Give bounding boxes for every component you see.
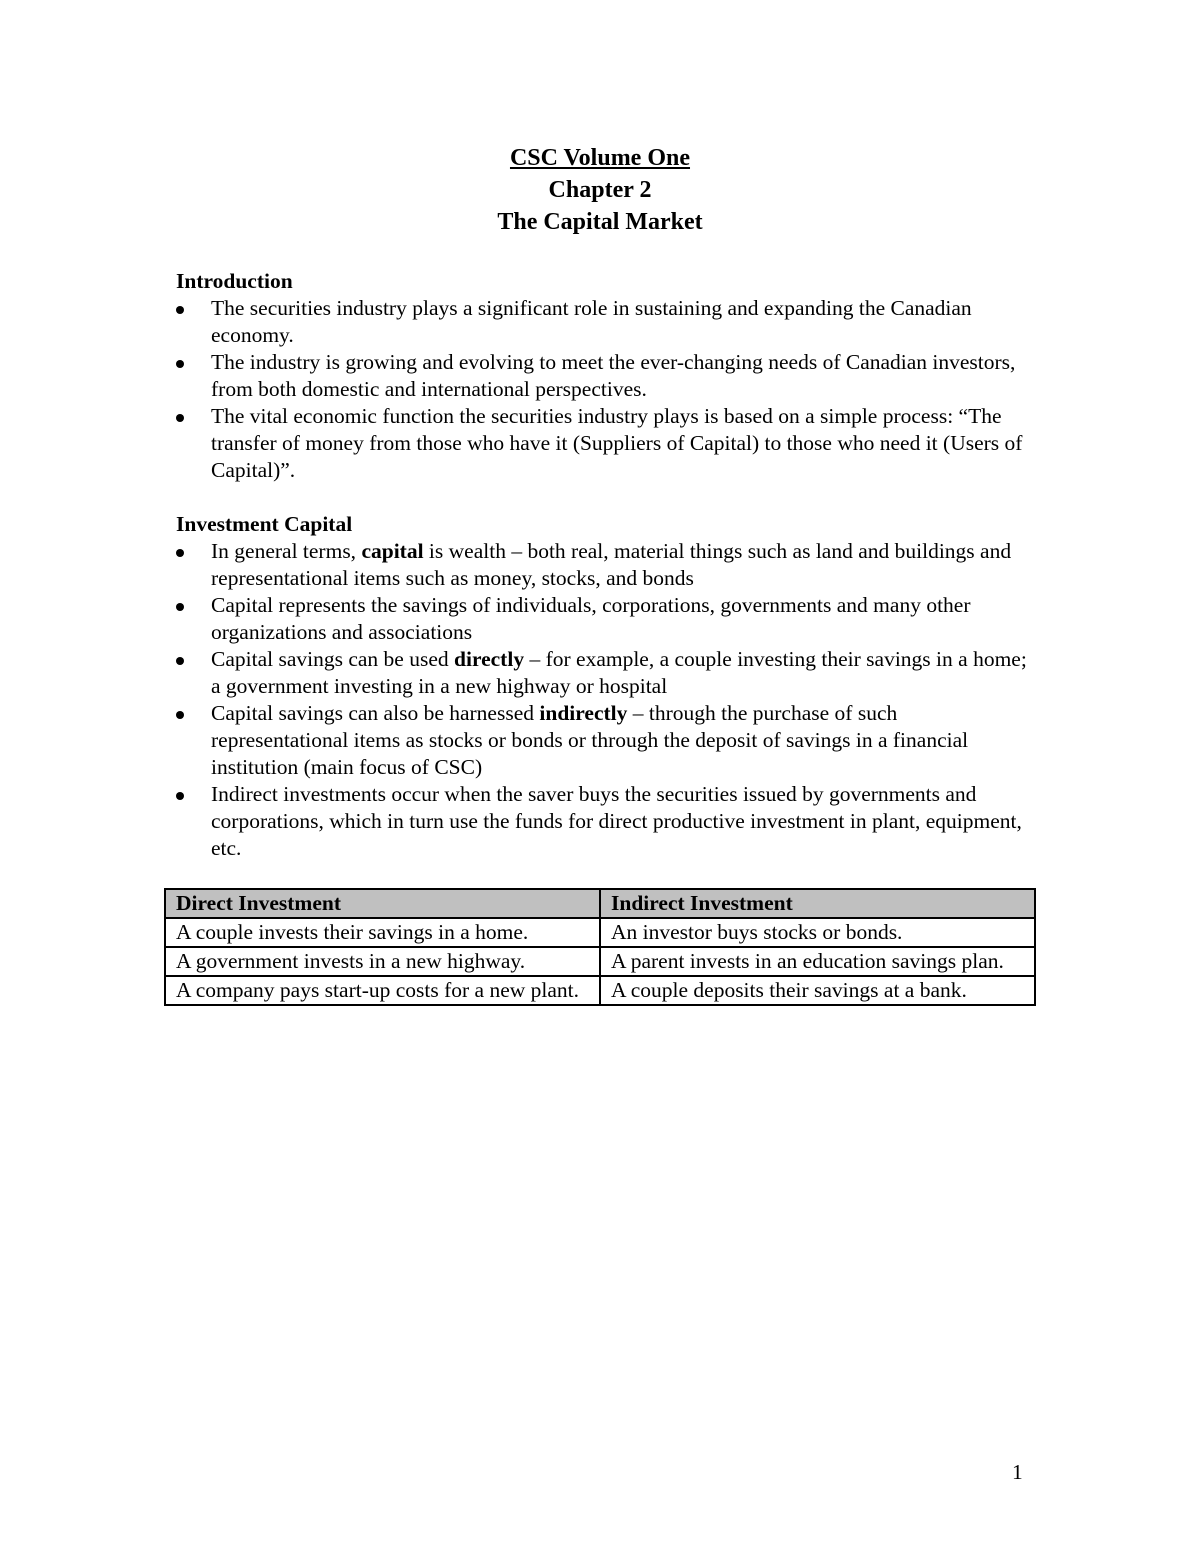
list-item-text (211, 782, 1022, 860)
spacer (176, 862, 1036, 888)
bullet-icon (176, 306, 184, 314)
list-item (176, 646, 1036, 700)
text-segment: – for example, a couple investing their savings in a home; a government investing in a new highway or hospital (211, 647, 1027, 698)
document-title: CSC Volume One (509, 145, 691, 171)
list-item (176, 781, 1036, 862)
table-row (165, 947, 1035, 976)
bold-term: capital (361, 539, 424, 563)
section-heading-investment-capital: Investment Capital (176, 512, 353, 536)
bold-term: directly (454, 647, 525, 671)
column-header-direct: Direct Investment (165, 889, 600, 918)
table-cell: A parent invests in an education savings plan. (600, 947, 1035, 976)
list-item-text: The industry is growing and evolving to meet the ever-changing needs of Canadian investors, from both domestic and international perspectives. (211, 350, 1016, 401)
list-item-text (211, 701, 968, 779)
investment-comparison-table (164, 888, 1036, 1006)
bullet-icon (176, 549, 184, 557)
list-item-text: The vital economic function the securities industry plays is based on a simple process: “The transfer of money from those who have it (Suppliers of Capital) to those who need it (Users of Capital)”. (211, 404, 1023, 482)
list-item (176, 538, 1036, 592)
table-row (165, 918, 1035, 947)
text-segment: Capital represents the savings of individuals, corporations, governments and many other organizations and associations (211, 593, 971, 644)
list-item (176, 295, 1036, 349)
bullet-icon (176, 360, 184, 368)
list-item-text (211, 647, 1027, 698)
table-cell: An investor buys stocks or bonds. (600, 918, 1035, 947)
list-item (176, 403, 1036, 484)
text-segment: – through the purchase of such representational items as stocks or bonds or through the deposit of savings in a financial institution (main focus of CSC) (211, 701, 969, 779)
document-title-block (0, 142, 1200, 238)
list-item-text (211, 593, 971, 644)
page-number: 1 (1012, 1460, 1023, 1484)
bullet-icon (176, 711, 184, 719)
list-item-text (211, 539, 1011, 590)
text-segment: In general terms, (211, 539, 362, 563)
bold-term: indirectly (539, 701, 628, 725)
bullet-icon (176, 603, 184, 611)
table-header-row (165, 889, 1035, 918)
list-item (176, 349, 1036, 403)
table-row (165, 976, 1035, 1005)
text-segment: Indirect investments occur when the saver buys the securities issued by governments and corporations, which in turn use the funds for direct productive investment in plant, equipment, etc. (211, 782, 1022, 860)
table-cell: A couple invests their savings in a home. (165, 918, 600, 947)
table-cell: A couple deposits their savings at a bank. (600, 976, 1035, 1005)
document-body (176, 268, 1036, 1006)
bullet-icon (176, 414, 184, 422)
text-segment: Capital savings can also be harnessed (211, 701, 540, 725)
investment-capital-list (176, 538, 1036, 862)
list-item (176, 592, 1036, 646)
text-segment: is wealth – both real, material things such as land and buildings and representational items such as money, stocks, and bonds (211, 539, 1012, 590)
list-item (176, 700, 1036, 781)
bullet-icon (176, 657, 184, 665)
chapter-number: Chapter 2 (548, 177, 652, 203)
table-cell: A company pays start-up costs for a new plant. (165, 976, 600, 1005)
introduction-list (176, 295, 1036, 484)
section-heading-introduction: Introduction (176, 269, 293, 293)
text-segment: Capital savings can be used (211, 647, 455, 671)
spacer (176, 484, 1036, 511)
bullet-icon (176, 792, 184, 800)
column-header-indirect: Indirect Investment (600, 889, 1035, 918)
list-item-text: The securities industry plays a significant role in sustaining and expanding the Canadian economy. (211, 296, 972, 347)
chapter-title: The Capital Market (497, 209, 703, 235)
table-cell: A government invests in a new highway. (165, 947, 600, 976)
